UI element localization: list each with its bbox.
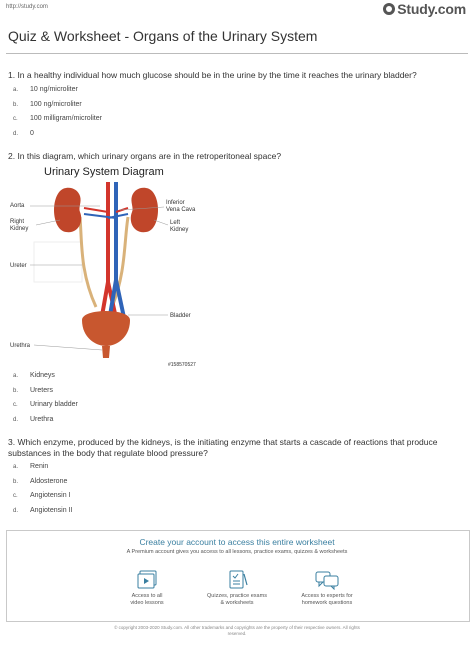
option-1d[interactable]: d. 0 xyxy=(13,129,34,137)
question-1-text: 1. In a healthy individual how much glucose should be in the urine by the time it reaches the urinary bladder? xyxy=(8,70,417,80)
option-3a[interactable]: a. Renin xyxy=(13,463,49,470)
label-urethra: Urethra xyxy=(10,343,31,349)
question-3-text: 3. Which enzyme, produced by the kidneys, is the initiating enzyme that starts a cascade of reactions that produce substances in the body that regulate blood pressure? xyxy=(8,437,438,458)
question-1-options xyxy=(13,86,102,144)
video-lesson-icon xyxy=(136,570,158,590)
right-kidney xyxy=(54,188,81,232)
feature-quiz-line1: Quizzes, practice exams xyxy=(207,593,267,599)
source-url[interactable]: http://study.com xyxy=(6,4,48,10)
label-ivc-1: Inferior xyxy=(166,200,185,206)
question-2-text: 2. In this diagram, which urinary organs are in the retroperitoneal space? xyxy=(8,151,282,161)
label-aorta: Aorta xyxy=(10,203,25,209)
question-3-options xyxy=(13,463,72,521)
option-2b[interactable]: b. Ureters xyxy=(13,386,53,394)
urethra xyxy=(102,346,110,358)
premium-description: A Premium account gives you access to all lessons, practice exams, quizzes & worksheets xyxy=(126,549,348,555)
label-right-kidney-2: Kidney xyxy=(10,226,29,232)
label-ureter: Ureter xyxy=(10,263,27,269)
option-1b[interactable]: b. 100 ng/microliter xyxy=(13,100,82,108)
feature-quiz-line2: & worksheets xyxy=(220,600,254,606)
bladder xyxy=(82,311,130,346)
create-account-link[interactable]: Create your account to access this entire worksheet xyxy=(139,537,335,547)
feature-video-line1: Access to all xyxy=(131,593,163,599)
quiz-worksheet-icon xyxy=(225,570,249,590)
top-bar xyxy=(0,0,474,20)
option-2d[interactable]: d. Urethra xyxy=(13,415,54,423)
option-1c[interactable]: c. 100 milligram/microliter xyxy=(13,115,102,122)
option-2c[interactable]: c. Urinary bladder xyxy=(13,401,78,408)
option-3d[interactable]: d. Angiotensin II xyxy=(13,506,73,514)
study-logo-icon xyxy=(383,3,395,15)
option-2a[interactable]: a. Kidneys xyxy=(13,372,55,379)
option-3b[interactable]: b. Aldosterone xyxy=(13,477,68,485)
watermark xyxy=(34,242,82,282)
copyright-notice: © copyright 2003-2020 Study.com. All other trademarks and copyrights are the property of their respective owners. All rights reserved. xyxy=(114,625,360,636)
urinary-system-diagram xyxy=(8,162,208,372)
label-right-kidney-1: Right xyxy=(10,219,25,225)
feature-expert-line1: Access to experts for xyxy=(301,593,353,599)
right-ureter xyxy=(80,217,96,307)
feature-experts xyxy=(272,570,382,607)
left-kidney xyxy=(131,188,158,232)
option-3c[interactable]: c. Angiotensin I xyxy=(13,492,71,499)
question-2-options xyxy=(13,372,78,430)
label-ivc-2: Vena Cava xyxy=(166,207,196,213)
diagram-title: Urinary System Diagram xyxy=(44,166,164,178)
title-divider xyxy=(6,53,468,54)
label-bladder: Bladder xyxy=(170,313,191,319)
label-left-kidney-2: Kidney xyxy=(170,227,189,233)
feature-video-line2: video lessons xyxy=(130,600,164,606)
label-left-kidney-1: Left xyxy=(170,220,181,226)
stock-image-id: #158570527 xyxy=(168,362,196,368)
expert-chat-icon xyxy=(314,570,340,590)
study-logo[interactable] xyxy=(383,2,466,16)
page-title: Quiz & Worksheet - Organs of the Urinary System xyxy=(8,28,318,44)
option-1a[interactable]: a. 10 ng/microliter xyxy=(13,86,78,93)
feature-expert-line2: homework questions xyxy=(301,600,353,606)
study-logo-text: Study.com xyxy=(397,1,466,17)
